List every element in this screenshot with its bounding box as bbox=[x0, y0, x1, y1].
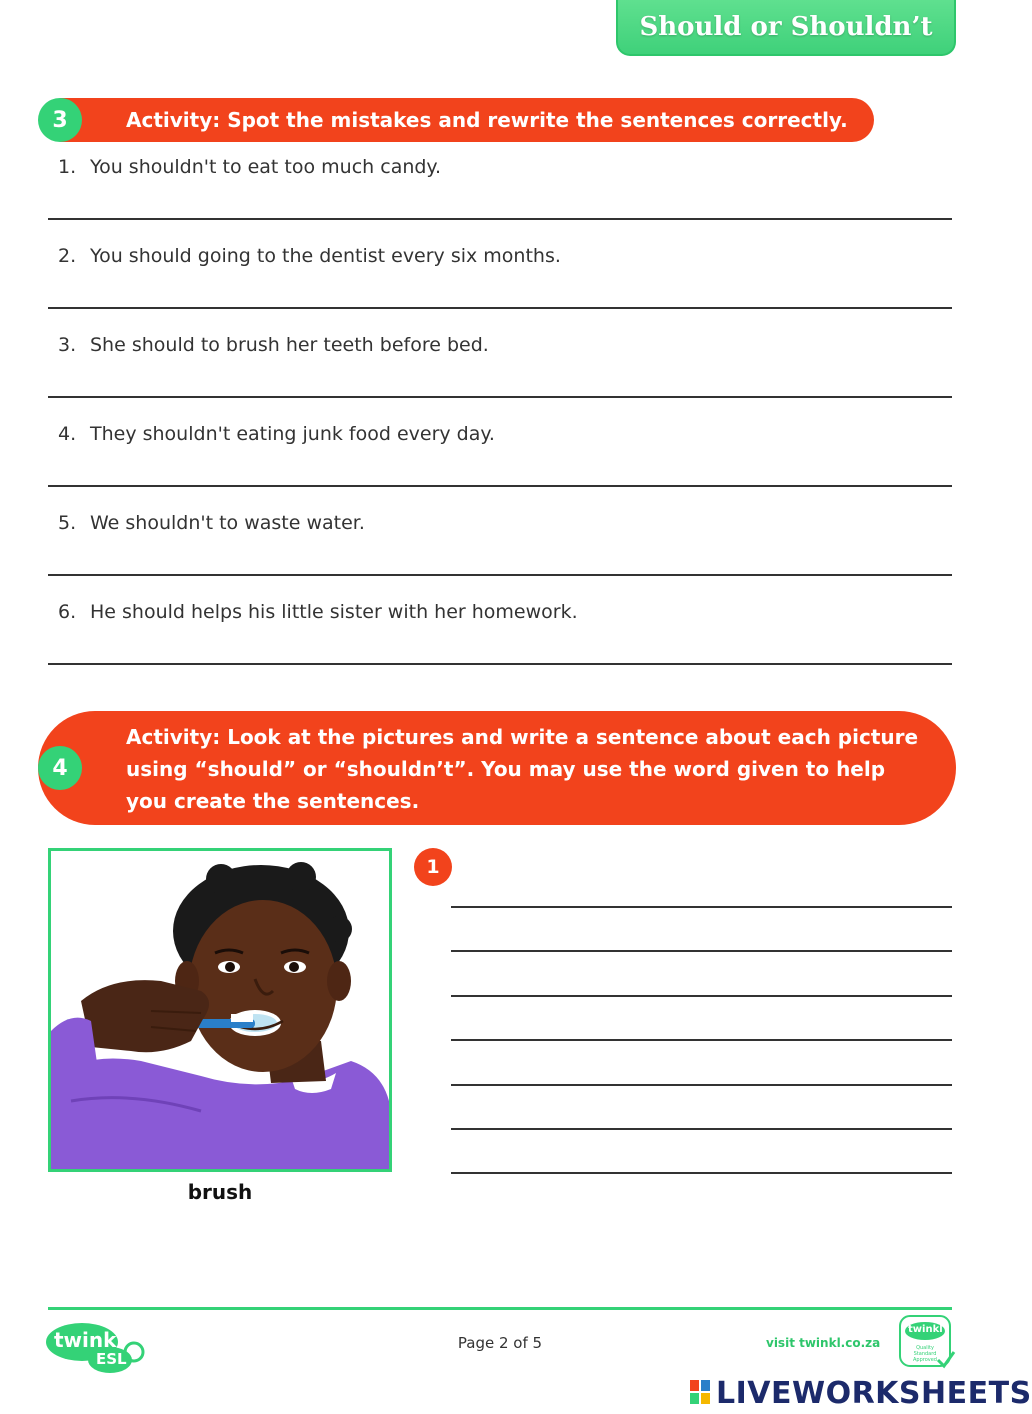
question-number: 2. bbox=[58, 245, 77, 267]
question-row bbox=[48, 328, 952, 417]
question-number: 4. bbox=[58, 423, 77, 445]
question-text: We shouldn't to waste water. bbox=[90, 512, 365, 534]
activity-3-number: 3 bbox=[38, 98, 82, 142]
writing-line[interactable] bbox=[451, 950, 952, 952]
answer-line[interactable] bbox=[48, 307, 952, 309]
picture-caption: brush bbox=[187, 1180, 253, 1204]
writing-line[interactable] bbox=[451, 1128, 952, 1130]
esl-logo-text: ESL bbox=[96, 1350, 127, 1368]
writing-line[interactable] bbox=[451, 1084, 952, 1086]
question-number: 5. bbox=[58, 512, 77, 534]
liveworksheets-watermark: LIVEWORKSHEETS bbox=[716, 1376, 1032, 1411]
answer-line[interactable] bbox=[48, 396, 952, 398]
picture-number-badge: 1 bbox=[414, 848, 452, 886]
question-text: He should helps his little sister with her homework. bbox=[90, 601, 578, 623]
writing-line[interactable] bbox=[451, 1172, 952, 1174]
question-number: 3. bbox=[58, 334, 77, 356]
badge-logo-text: twinkl bbox=[908, 1324, 943, 1335]
answer-line[interactable] bbox=[48, 218, 952, 220]
writing-line[interactable] bbox=[451, 1039, 952, 1041]
activity-3-instruction: Activity: Spot the mistakes and rewrite the sentences correctly. bbox=[126, 108, 848, 132]
question-text: They shouldn't eating junk food every day. bbox=[90, 423, 495, 445]
page-number: Page 2 of 5 bbox=[457, 1334, 543, 1352]
worksheet-title-tab bbox=[616, 0, 956, 56]
question-row bbox=[48, 417, 952, 506]
badge-caption: Quality Standard Approved bbox=[913, 1345, 937, 1363]
question-text: You shouldn't to eat too much candy. bbox=[90, 156, 442, 178]
twinkl-esl-logo bbox=[46, 1322, 146, 1374]
answer-line[interactable] bbox=[48, 485, 952, 487]
question-number: 6. bbox=[58, 601, 77, 623]
visit-website-link[interactable]: visit twinkl.co.za bbox=[766, 1336, 881, 1350]
activity-3-banner bbox=[60, 98, 874, 142]
twinkl-logo-text: twinkl bbox=[54, 1328, 124, 1352]
footer-rule bbox=[48, 1307, 952, 1310]
question-row bbox=[48, 595, 952, 684]
writing-line[interactable] bbox=[451, 995, 952, 997]
question-row bbox=[48, 239, 952, 328]
quality-standard-badge bbox=[898, 1314, 956, 1370]
question-text: She should to brush her teeth before bed. bbox=[90, 334, 489, 356]
liveworksheets-mark-icon bbox=[690, 1380, 710, 1404]
worksheet-title: Should or Shouldn’t bbox=[639, 12, 933, 42]
question-number: 1. bbox=[58, 156, 77, 178]
question-row bbox=[48, 506, 952, 595]
question-text: You should going to the dentist every six months. bbox=[90, 245, 561, 267]
writing-line[interactable] bbox=[451, 906, 952, 908]
boy-brushing-teeth-picture bbox=[48, 848, 392, 1172]
activity-4-instruction: Activity: Look at the pictures and write a sentence about each picture using “should” or “shouldn’t”. You may use the word given to help you create the sentences. bbox=[126, 725, 919, 813]
activity-4-banner bbox=[38, 711, 956, 825]
answer-line[interactable] bbox=[48, 663, 952, 665]
question-row bbox=[48, 150, 952, 239]
answer-line[interactable] bbox=[48, 574, 952, 576]
activity-4-number: 4 bbox=[38, 746, 82, 790]
